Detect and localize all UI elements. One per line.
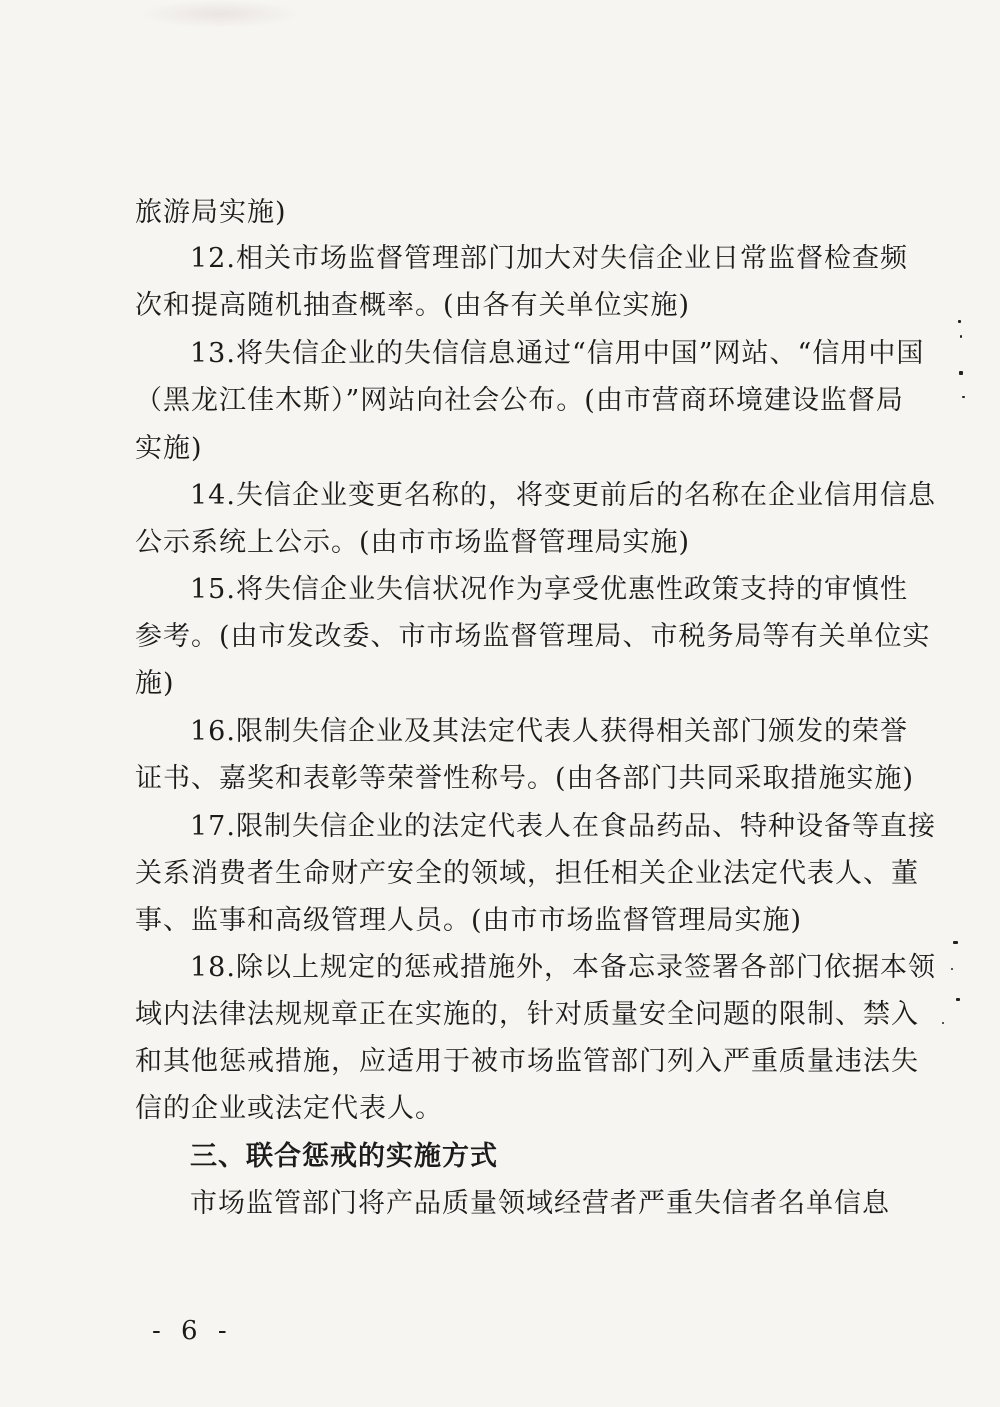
scan-speck: [959, 371, 963, 375]
text-line: 16.限制失信企业及其法定代表人获得相关部门颁发的荣誉: [190, 716, 908, 747]
text-line: 证书、嘉奖和表彰等荣誉性称号。(由各部门共同采取措施实施): [135, 763, 915, 794]
text-line: （黑龙江佳木斯）”网站向社会公布。(由市营商环境建设监督局: [135, 385, 904, 416]
text-line: 参考。(由市发改委、市市场监督管理局、市税务局等有关单位实: [135, 621, 931, 652]
scan-speck: [942, 1022, 944, 1024]
text-line: 施): [135, 668, 175, 699]
text-line: 市场监管部门将产品质量领域经营者严重失信者名单信息: [190, 1188, 890, 1219]
section-heading: 三、联合惩戒的实施方式: [190, 1141, 498, 1172]
scan-speck: [951, 968, 953, 970]
page-number: - 6 -: [152, 1316, 233, 1346]
text-line: 事、监事和高级管理人员。(由市市场监督管理局实施): [135, 905, 803, 936]
text-line: 信的企业或法定代表人。: [135, 1093, 443, 1124]
scan-speck: [953, 941, 958, 944]
text-line: 旅游局实施): [135, 197, 287, 228]
text-line: 17.限制失信企业的法定代表人在食品药品、特种设备等直接: [190, 811, 936, 842]
scan-speck: [956, 998, 960, 1001]
text-line: 15.将失信企业失信状况作为享受优惠性政策支持的审慎性: [190, 574, 908, 605]
text-line: 13.将失信企业的失信信息通过“信用中国”网站、“信用中国: [190, 338, 925, 369]
text-line: 实施): [135, 433, 203, 464]
text-line: 公示系统上公示。(由市市场监督管理局实施): [135, 527, 691, 558]
text-line: 18.除以上规定的惩戒措施外，本备忘录签署各部门依据本领: [190, 952, 936, 983]
text-line: 和其他惩戒措施，应适用于被市场监管部门列入严重质量违法失: [135, 1046, 919, 1077]
text-line: 关系消费者生命财产安全的领域，担任相关企业法定代表人、董: [135, 858, 919, 889]
text-line: 12.相关市场监督管理部门加大对失信企业日常监督检查频: [190, 243, 908, 274]
text-line: 次和提高随机抽查概率。(由各有关单位实施): [135, 290, 691, 321]
text-line: 14.失信企业变更名称的，将变更前后的名称在企业信用信息: [190, 480, 936, 511]
text-line: 域内法律法规规章正在实施的，针对质量安全问题的限制、禁入: [135, 999, 919, 1030]
scan-speck: [958, 320, 961, 323]
scan-speck: [960, 335, 962, 338]
scan-speck: [962, 396, 965, 398]
paper-stain: [140, 0, 300, 28]
